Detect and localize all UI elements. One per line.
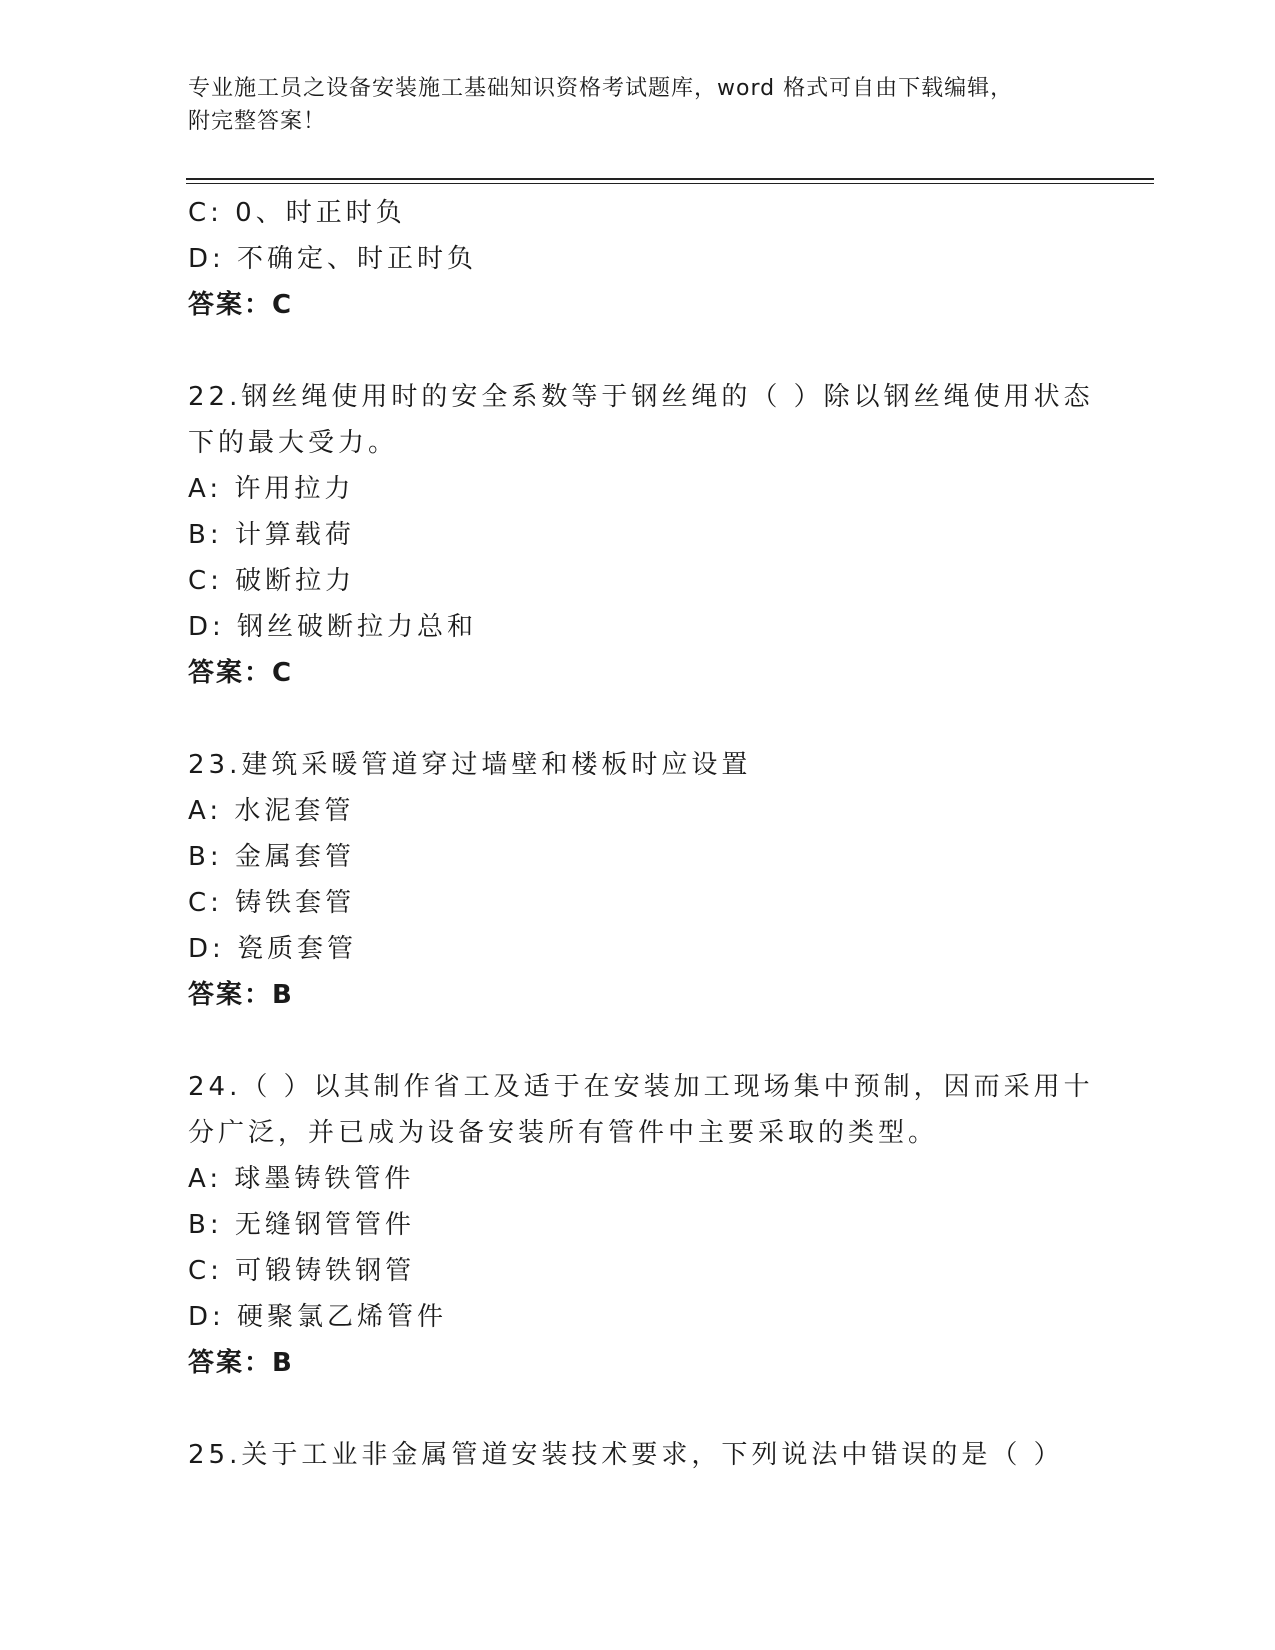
question-stem: 24.（ ）以其制作省工及适于在安装加工现场集中预制，因而采用十: [188, 1072, 1094, 1102]
header-divider-thick: [186, 178, 1154, 180]
question-stem-continued: 下的最大受力。: [188, 428, 399, 458]
question-stem: 23.建筑采暖管道穿过墙壁和楼板时应设置: [188, 750, 752, 780]
question-list: [188, 190, 1094, 1478]
question-23-block: [188, 742, 1088, 1018]
answer-line: 答案：C: [188, 658, 294, 688]
option-c: C: 可锻铸铁钢管: [188, 1256, 416, 1286]
option-d: D: 不确定、时正时负: [188, 244, 478, 274]
header-divider-thin: [186, 183, 1154, 184]
option-d: D: 瓷质套管: [188, 934, 358, 964]
answer-line: 答案：B: [188, 1348, 294, 1378]
option-b: B: 计算载荷: [188, 520, 355, 550]
question-21-block: [188, 190, 1088, 328]
option-c: C: 铸铁套管: [188, 888, 356, 918]
question-25-block: [188, 1432, 1088, 1478]
option-b: B: 无缝钢管管件: [188, 1210, 415, 1240]
option-d: D: 钢丝破断拉力总和: [188, 612, 478, 642]
option-b: B: 金属套管: [188, 842, 355, 872]
spacer: [188, 1386, 1088, 1432]
option-a: A: 球墨铸铁管件: [188, 1164, 415, 1194]
header-line-2: 附完整答案！: [188, 109, 327, 134]
answer-line: 答案：C: [188, 290, 294, 320]
question-22-block: [188, 374, 1094, 696]
spacer: [188, 696, 1088, 742]
spacer: [188, 328, 1088, 374]
header-line-1: 专业施工员之设备安装施工基础知识资格考试题库，word 格式可自由下载编辑，: [188, 76, 1014, 101]
option-c: C: 0、时正时负: [188, 198, 406, 228]
option-a: A: 水泥套管: [188, 796, 355, 826]
option-c: C: 破断拉力: [188, 566, 356, 596]
document-header: [188, 72, 1088, 138]
question-24-block: [188, 1064, 1094, 1386]
answer-line: 答案：B: [188, 980, 294, 1010]
question-stem-continued: 分广泛，并已成为设备安装所有管件中主要采取的类型。: [188, 1118, 939, 1148]
question-stem: 25.关于工业非金属管道安装技术要求，下列说法中错误的是（ ）: [188, 1440, 1064, 1470]
option-a: A: 许用拉力: [188, 474, 355, 504]
question-stem: 22.钢丝绳使用时的安全系数等于钢丝绳的（ ）除以钢丝绳使用状态: [188, 382, 1094, 412]
option-d: D: 硬聚氯乙烯管件: [188, 1302, 448, 1332]
spacer: [188, 1018, 1088, 1064]
